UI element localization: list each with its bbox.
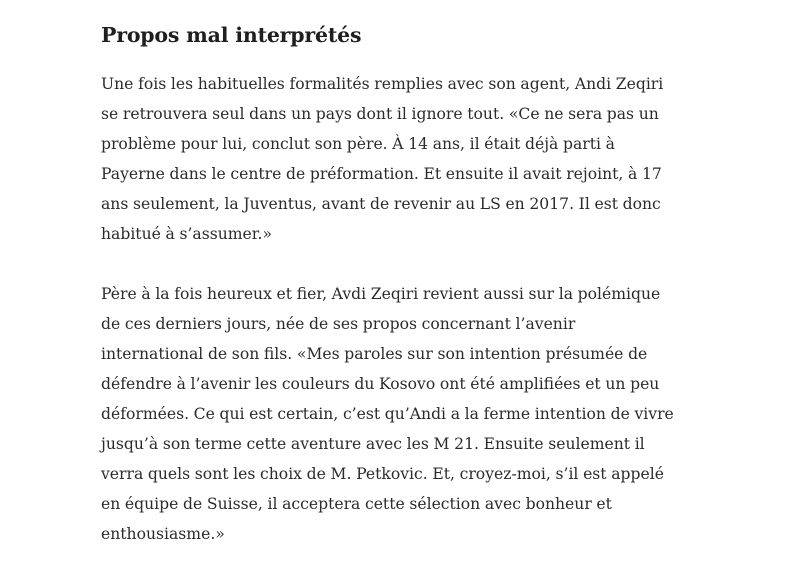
paragraph-line: enthousiasme.» [101,525,225,543]
paragraph-line: ans seulement, la Juventus, avant de revenir au LS en 2017. Il est donc [101,195,661,213]
paragraph-line: Payerne dans le centre de préformation. Et ensuite il avait rejoint, à 17 [101,165,662,183]
paragraph-line: habitué à s’assumer.» [101,225,273,243]
paragraph-line: international de son fils. «Mes paroles sur son intention présumée de [101,345,648,363]
paragraph-line: déformées. Ce qui est certain, c’est qu’Andi a la ferme intention de vivre [101,405,674,423]
section-heading: Propos mal interprétés [101,23,362,47]
paragraph-line: problème pour lui, conclut son père. À 14 ans, il était déjà parti à [101,135,615,153]
paragraph-line: jusqu’à son terme cette aventure avec les M 21. Ensuite seulement il [101,435,645,453]
paragraph-line: verra quels sont les choix de M. Petkovic. Et, croyez-moi, s’il est appelé [101,465,664,483]
paragraph-line: de ces derniers jours, née de ses propos concernant l’avenir [101,315,576,333]
article-paragraph-2 [101,279,741,549]
paragraph-line: défendre à l’avenir les couleurs du Kosovo ont été amplifiées et un peu [101,375,660,393]
paragraph-line: se retrouvera seul dans un pays dont il ignore tout. «Ce ne sera pas un [101,105,659,123]
article-paragraph-1 [101,69,741,249]
paragraph-line: en équipe de Suisse, il acceptera cette sélection avec bonheur et [101,495,612,513]
paragraph-line: Une fois les habituelles formalités remplies avec son agent, Andi Zeqiri [101,75,664,93]
article-section [101,18,741,579]
paragraph-line: Père à la fois heureux et fier, Avdi Zeqiri revient aussi sur la polémique [101,285,661,303]
